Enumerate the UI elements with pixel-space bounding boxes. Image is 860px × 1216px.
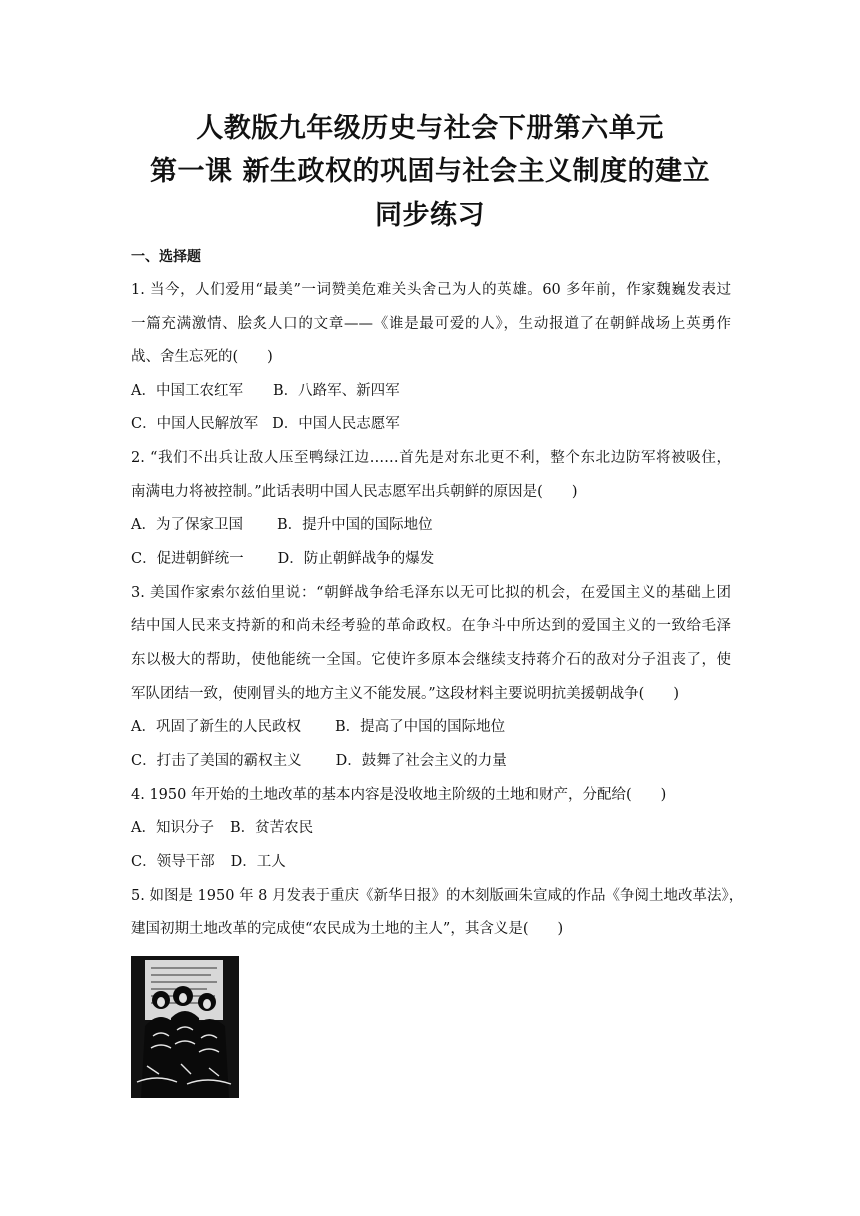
q2-option-c: C．促进朝鲜统一 [131,551,244,567]
q3-option-a: A．巩固了新生的人民政权 [131,719,301,735]
q1-option-b: B．八路军、新四军 [272,383,400,399]
q3-options-row-2 [131,754,507,769]
q5-stem-line-1: 5. 如图是 1950 年 8 月发表于重庆《新华日报》的木刻版画朱宣咸的作品《争阅土地改革法》， [131,888,744,904]
section-heading: 一、选择题 [131,249,201,265]
q1-option-c: C．中国人民解放军 [131,416,259,432]
q4-option-b: B．贫苦农民 [229,820,314,836]
q3-option-d: D．鼓舞了社会主义的力量 [335,753,507,769]
q4-option-a: A．知识分子 [131,820,214,836]
q3-options-row-1 [131,720,505,735]
q1-stem-line-3: 战、舍生忘死的( ) [131,349,273,365]
q4-options-row-1 [131,821,313,836]
q3-option-c: C．打击了美国的霸权主义 [131,753,302,769]
q3-stem-line-3: 东以极大的帮助，使他能统一全国。它使许多原本会继续支持蒋介石的敌对分子沮丧了，使 [131,652,731,668]
title-line-1: 人教版九年级历史与社会下册第六单元 [196,113,664,144]
q2-options-row-2 [131,552,434,567]
q2-option-d: D．防止朝鲜战争的爆发 [277,551,435,567]
q4-option-d: D．工人 [230,854,286,870]
woodcut-illustration [131,956,239,1098]
q2-stem-line-2: 南满电力将被控制。”此话表明中国人民志愿军出兵朝鲜的原因是( ) [131,484,578,500]
q1-stem-line-2: 一篇充满激情、脍炙人口的文章——《谁是最可爱的人》，生动报道了在朝鲜战场上英勇作 [131,316,731,332]
q2-stem-line-1: 2. “我们不出兵让敌人压至鸭绿江边……首先是对东北更不利，整个东北边防军将被吸住， [131,450,731,466]
q5-stem-line-2: 建国初期土地改革的完成使“农民成为土地的主人”，其含义是( ) [131,921,564,937]
q4-stem-line-1: 4. 1950 年开始的土地改革的基本内容是没收地主阶级的土地和财产，分配给( ) [131,787,667,803]
q3-stem-line-4: 军队团结一致，使刚冒头的地方主义不能发展。”这段材料主要说明抗美援朝战争( ) [131,686,679,702]
q3-stem-line-1: 3. 美国作家索尔兹伯里说：“朝鲜战争给毛泽东以无可比拟的机会，在爱国主义的基础上团 [131,585,731,601]
q2-option-a: A．为了保家卫国 [131,517,243,533]
q3-stem-line-2: 结中国人民来支持新的和尚未经考验的革命政权。在争斗中所达到的爱国主义的一致给毛泽 [131,618,731,634]
title-line-2: 第一课 新生政权的巩固与社会主义制度的建立 [150,156,710,187]
q1-options-row-1 [131,384,400,399]
q4-option-c: C．领导干部 [131,854,215,870]
title-line-3: 同步练习 [375,200,485,231]
q2-options-row-1 [131,518,433,533]
q2-option-b: B．提升中国的国际地位 [276,517,433,533]
q1-option-a: A．中国工农红军 [131,383,243,399]
q4-options-row-2 [131,855,286,870]
q1-stem-line-1: 1. 当今，人们爱用“最美”一词赞美危难关头舍己为人的英雄。60 多年前，作家魏巍发表过 [131,282,731,298]
q1-options-row-2 [131,417,400,432]
q3-option-b: B．提高了中国的国际地位 [334,719,506,735]
q1-option-d: D．中国人民志愿军 [272,416,400,432]
